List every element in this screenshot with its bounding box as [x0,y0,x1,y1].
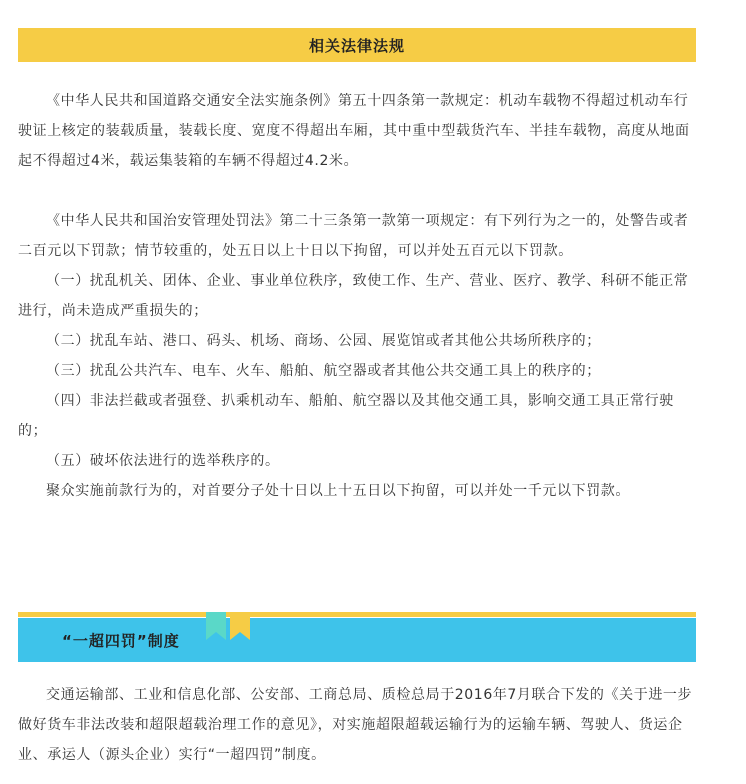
section-title-one-overload: “一超四罚”制度 [62,632,180,650]
paragraph-crowd-penalty: 聚众实施前款行为的，对首要分子处十日以上十五日以下拘留，可以并处一千元以下罚款。 [46,483,630,499]
list-item-2: （二）扰乱车站、港口、码头、机场、商场、公园、展览馆或者其他公共场所秩序的； [46,333,601,349]
laws-content [18,86,696,506]
paragraph-road-traffic-regulation: 《中华人民共和国道路交通安全法实施条例》第五十四条第一款规定：机动车载物不得超过机动车行驶证上核定的装载质量，装载长度、宽度不得超出车厢，其中重中型载货汽车、半挂车载物，高度从地面起不得超过4米，载运集装箱的车辆不得超过4.2米。 [18,93,690,169]
list-item-5: （五）破坏依法进行的选举秩序的。 [46,453,280,469]
teal-bookmark-icon [206,612,226,640]
paragraph-public-security-law: 《中华人民共和国治安管理处罚法》第二十三条第一款第一项规定：有下列行为之一的，处警告或者二百元以下罚款；情节较重的，处五日以上十日以下拘留，可以并处五百元以下罚款。 [18,213,689,259]
list-item-1: （一）扰乱机关、团体、企业、事业单位秩序，致使工作、生产、营业、医疗、教学、科研不能正常进行，尚未造成严重损失的； [18,273,689,319]
section-header-laws [18,28,696,62]
section-title-laws: 相关法律法规 [308,36,405,55]
yellow-bookmark-icon [230,612,250,640]
list-item-4: （四）非法拦截或者强登、扒乘机动车、船舶、航空器以及其他交通工具，影响交通工具正常行驶的； [18,393,674,439]
header-top-line [18,612,696,617]
section-header-one-overload [18,612,696,662]
paragraph-one-overload-policy: 交通运输部、工业和信息化部、公安部、工商总局、质检总局于2016年7月联合下发的《关于进一步做好货车非法改装和超限超载治理工作的意见》，对实施超限超载运输行为的运输车辆、驾驶人、货运企业、承运人（源头企业）实行“一超四罚”制度。 [18,687,693,763]
one-overload-content [18,680,696,770]
header-blue-bar [18,618,696,662]
list-item-3: （三）扰乱公共汽车、电车、火车、船舶、航空器或者其他公共交通工具上的秩序的； [46,363,601,379]
paragraph-spacer [18,176,696,206]
